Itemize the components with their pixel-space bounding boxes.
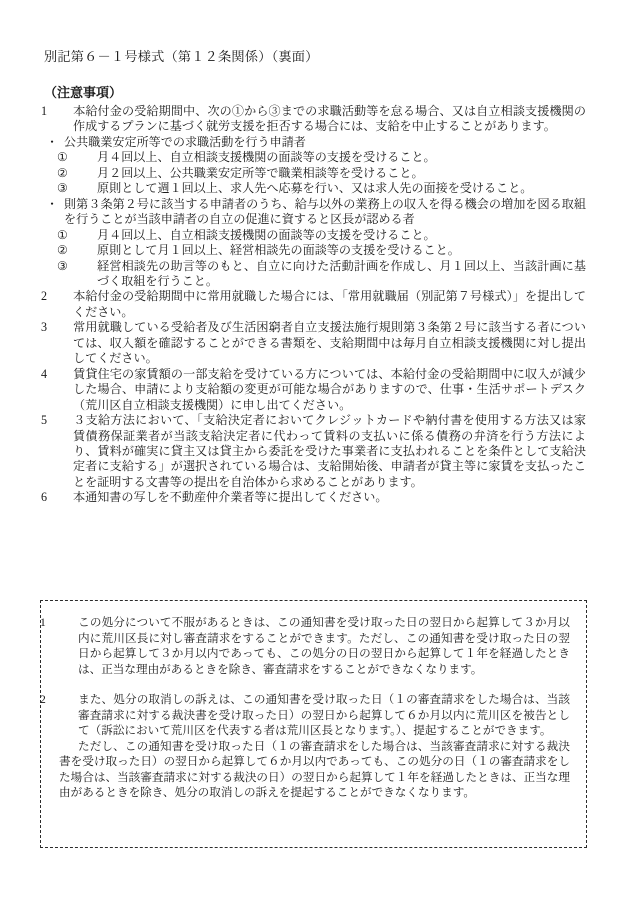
notice-item — [41, 366, 586, 413]
notice-item — [44, 243, 586, 258]
notice-item-marker: ② — [57, 243, 68, 258]
notice-item-marker: 5 — [41, 413, 48, 428]
notice-item-text: 則第３条第２号に該当する申請者のうち、給与以外の業務上の収入を得る機会の増加を図る取組を行うことが当該申請者の自立の促進に資すると区長が認める者 — [64, 196, 586, 227]
notice-item-text: ３支給方法において、「支給決定者においてクレジットカードや納付書を使用する方法又は家賃債務保証業者が当該支給決定者に代わって賃料の支払いに係る債務の弁済を行う方法により、賃料が確実に貸主又は貸主から委託を受けた事業者に支払われることを条件として支給決定者に支給する」が選択されている場合は、支給開始後、申請者が貸主等に家賃を支払ったことを証明する文書等の提出を自治体から求めることがあります。 — [73, 413, 586, 489]
notice-item-marker: 3 — [41, 320, 48, 335]
notice-item-marker: 6 — [41, 490, 48, 505]
notice-item — [41, 320, 586, 366]
appeal-paragraph-text: また、処分の取消しの訴えは、この通知書を受け取った日（１の審査請求をした場合は、当該審査請求に対する裁決書を受け取った日）の翌日から起算して６か月以内に荒川区を被告として（訴訟において荒川区を代表する者は荒川区長となります。）、提起することができます。 — [78, 693, 570, 737]
notice-item-text: 常用就職している受給者及び生活困窮者自立支援法施行規則第３条第２号に該当する者については、収入額を確認することができる書類を、支給期間中は毎月自立相談支援機関に対し提出してください。 — [73, 320, 586, 366]
notice-item — [44, 181, 586, 196]
notice-item — [41, 413, 586, 490]
notice-item — [44, 197, 586, 228]
notice-item-marker: ③ — [57, 258, 68, 273]
notice-item — [44, 150, 586, 165]
notice-item-text: 賃貸住宅の家賃額の一部支給を受けている方については、本給付金の受給期間中に収入が減少した場合、申請により支給額の変更が可能な場合がありますので、仕事・生活サポートデスク（荒川区自立相談支援機関）に申し出てください。 — [73, 366, 586, 412]
notice-item-marker: 4 — [41, 366, 48, 381]
notice-item — [44, 135, 586, 150]
appeal-paragraph — [40, 615, 570, 677]
notice-item-text: 月４回以上、自立相談支援機関の面談等の支援を受けること。 — [97, 227, 436, 242]
notice-item-marker: ・ — [46, 134, 59, 149]
notice-item-marker: 1 — [41, 104, 48, 118]
notice-list — [41, 104, 586, 506]
notice-item — [44, 259, 586, 290]
notice-item-marker: 2 — [41, 289, 48, 304]
notice-item-marker: ② — [57, 165, 68, 180]
notice-item-text: 月４回以上、自立相談支援機関の面談等の支援を受けること。 — [97, 150, 436, 165]
appeal-information-box — [40, 600, 587, 848]
notice-item-text: 公共職業安定所等での求職活動を行う申請者 — [64, 134, 306, 149]
notice-item-marker: ③ — [57, 181, 68, 196]
appeal-paragraph-text: この処分について不服があるときは、この通知書を受け取った日の翌日から起算して３か月以内に荒川区長に対し審査請求をすることができます。ただし、この通知書を受け取った日の翌日から起算して３か月以内であっても、この処分の日の翌日から起算して１年を経過したときは、正当な理由があるときを除き、審査請求をすることができなくなります。 — [78, 616, 570, 676]
notice-item-text: 本給付金の受給期間中に常用就職した場合には、「常用就職届（別記第７号様式）」を提出してください。 — [73, 289, 586, 319]
notice-item-text: 本通知書の写しを不動産仲介業者等に提出してください。 — [73, 490, 388, 505]
appeal-paragraph-marker: 1 — [40, 616, 46, 629]
notice-item — [41, 490, 586, 505]
appeal-paragraph-text: ただし、この通知書を受け取った日（１の審査請求をした場合は、当該審査請求に対する裁決書を受け取った日）の翌日から起算して６か月以内であっても、この処分の日（１の審査請求をした場合は、当該審査請求に対する裁決の日）の翌日から起算して１年を経過したときは、正当な理由があるときを除き、処分の取消しの訴えを提起することができなくなります。 — [59, 739, 570, 799]
page-title: 別記第６－１号様式（第１２条関係）（裏面） — [44, 49, 319, 64]
appeal-paragraph-marker: 2 — [40, 693, 46, 706]
notice-item — [41, 289, 586, 320]
notice-item — [44, 228, 586, 243]
notice-item-text: 本給付金の受給期間中、次の①から③までの求職活動等を怠る場合、又は自立相談支援機関の作成するプランに基づく就労支援を拒否する場合には、支給を中止することがあります。 — [73, 104, 586, 134]
appeal-box-content — [41, 601, 586, 811]
appeal-paragraph — [40, 692, 570, 739]
notice-item-text: 経営相談先の助言等のもと、自立に向けた活動計画を作成し、月１回以上、当該計画に基づく取組を行うこと。 — [97, 258, 586, 288]
notice-item-marker: ・ — [46, 196, 59, 211]
appeal-paragraph — [59, 739, 570, 801]
notice-section-heading: （注意事項） — [44, 85, 123, 100]
notice-item-marker: ① — [57, 150, 68, 165]
notice-item-text: 原則として週１回以上、求人先へ応募を行い、又は求人先の面接を受けること。 — [97, 181, 533, 196]
notice-item-text: 原則として月１回以上、経営相談先の面談等の支援を受けること。 — [97, 243, 460, 258]
notice-item — [41, 104, 586, 135]
notice-item — [44, 166, 586, 181]
notice-item-marker: ① — [57, 227, 68, 242]
notice-item-text: 月２回以上、公共職業安定所等で職業相談等を受けること。 — [97, 165, 424, 180]
